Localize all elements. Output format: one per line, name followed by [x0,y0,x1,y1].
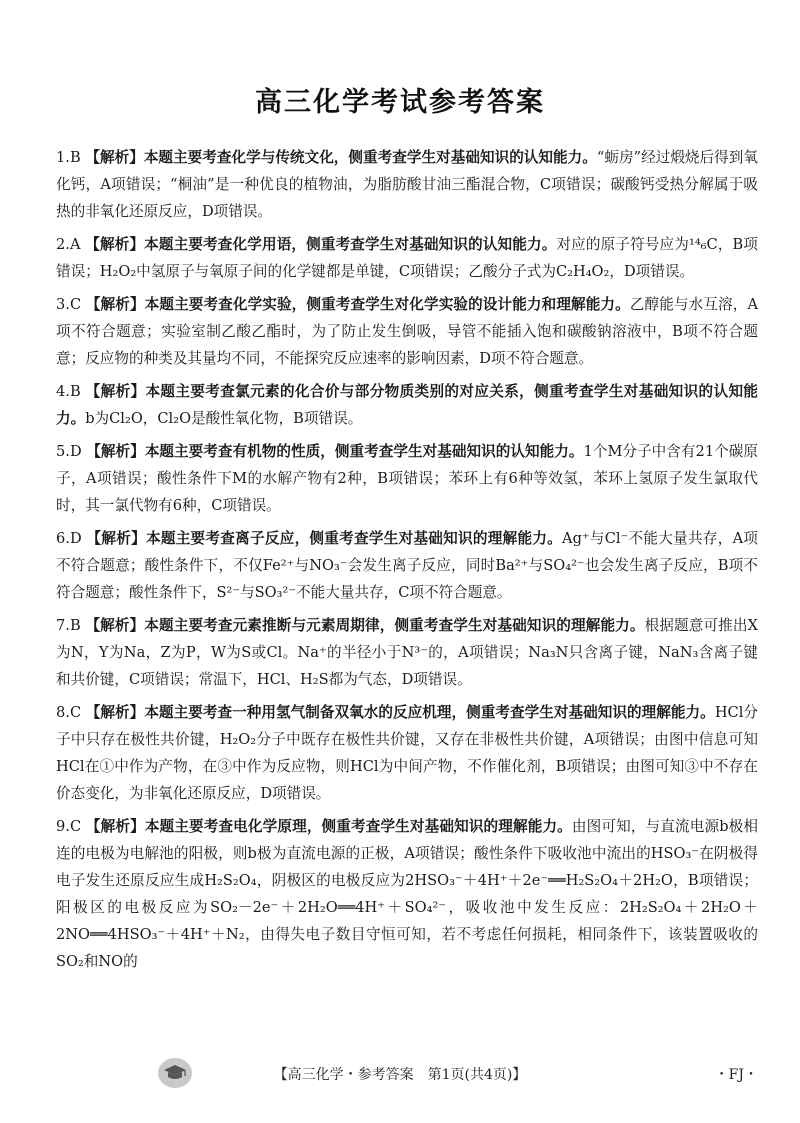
item-answer: B [69,617,81,634]
answer-item [56,525,758,606]
item-analysis-tag: 【解析】 [86,530,146,547]
item-summary: 本题主要考查电化学原理，侧重考查学生对基础知识的理解能力。 [144,818,572,835]
item-answer: B [69,383,81,400]
item-summary: 本题主要考查元素推断与元素周期律，侧重考查学生对基础知识的理解能力。 [144,617,645,634]
item-summary: 本题主要考查化学实验，侧重考查学生对化学实验的设计能力和理解能力。 [144,296,630,313]
item-number: 3. [56,296,70,313]
item-analysis-tag: 【解析】 [85,236,145,253]
item-explanation: 根据题意可推出X为N，Y为Na，Z为P，W为S或Cl。Na⁺的半径小于N³⁻的，A项错误；Na₃N只含离子键，NaN₃含离子键和共价键，C项错误；常温下，HCl、H₂S都为气态，D项错误。 [56,617,758,688]
item-answer: C [69,704,82,721]
item-answer: A [69,236,81,253]
item-summary: 本题主要考查有机物的性质，侧重考查学生对基础知识的认知能力。 [144,443,584,460]
answer-item [56,231,758,285]
item-analysis-tag: 【解析】 [86,443,145,460]
item-answer: B [69,149,81,166]
item-summary: 本题主要考查化学用语，侧重考查学生对基础知识的认知能力。 [144,236,557,253]
item-summary: 本题主要考查氯元素的化合价与部分物质类别的对应关系，侧重考查学生对基础知识的认知能力。 [56,383,758,427]
item-summary: 本题主要考查化学与传统文化，侧重考查学生对基础知识的认知能力。 [143,149,597,166]
item-number: 7. [56,617,70,634]
item-analysis-tag: 【解析】 [85,149,144,166]
item-number: 5. [56,443,70,460]
item-explanation: Ag⁺与Cl⁻不能大量共存，A项不符合题意；酸性条件下，不仅Fe²⁺与NO₃⁻会发生离子反应，同时Ba²⁺与SO₄²⁻也会发生离子反应，B项不符合题意；酸性条件下，S²⁻与SO₃²⁻不能大量共存，C项不符合题意。 [56,530,758,601]
answer-item [56,144,758,225]
item-number: 6. [56,530,70,547]
item-analysis-tag: 【解析】 [85,818,145,835]
item-summary: 本题主要考查一种用氢气制备双氧水的反应机理，侧重考查学生对基础知识的理解能力。 [144,704,715,721]
item-explanation: 1个M分子中含有21个碳原子，A项错误；酸性条件下M的水解产物有2种，B项错误；苯环上有6种等效氢，苯环上氢原子发生氯取代时，其一氯代物有6种，C项错误。 [56,443,758,514]
item-answer: C [69,296,82,313]
item-analysis-tag: 【解析】 [85,296,145,313]
footer-page-info: 【高三化学・参考答案 第1页(共4页)】 [273,1067,527,1083]
item-explanation: HCl分子中只存在极性共价键，H₂O₂分子中既存在极性共价键，又存在非极性共价键，A项错误；由图中信息可知HCl在①中作为产物，在③中作为反应物，则HCl为中间产物，不作催化剂，B项错误；由图可知③中不存在价态变化，为非氧化还原反应，D项错误。 [56,704,759,802]
item-number: 1. [56,149,70,166]
answer-item [56,699,758,807]
answer-item [56,378,758,432]
page-title: 高三化学考试参考答案 [255,87,545,118]
item-number: 2. [56,236,70,253]
item-number: 9. [56,818,70,835]
item-explanation: 由图可知，与直流电源b极相连的电极为电解池的阳极，则b极为直流电源的正极，A项错误；酸性条件下吸收池中流出的HSO₃⁻在阴极得电子发生还原反应生成H₂S₂O₄，阴极区的电极反应为2HSO₃⁻＋4H⁺＋2e⁻══H₂S₂O₄＋2H₂O，B项错误；阳极区的电极反应为SO₂－2e⁻＋2H₂O══4H⁺＋SO₄²⁻，吸收池中发生反应：2H₂S₂O₄＋2H₂O＋2NO══4HSO₃⁻＋4H⁺＋N₂，由得失电子数目守恒可知，若不考虑任何损耗，相同条件下，该装置吸收的SO₂和NO的 [56,818,758,970]
item-analysis-tag: 【解析】 [85,617,145,634]
item-explanation: 对应的原子符号应为¹⁴₆C，B项错误；H₂O₂中氢原子与氧原子间的化学键都是单键，C项错误；乙酸分子式为C₂H₄O₂，D项错误。 [56,236,758,280]
answer-item [56,438,758,519]
answer-list [56,144,758,981]
item-summary: 本题主要考查离子反应，侧重考查学生对基础知识的理解能力。 [145,530,563,547]
page-footer [0,1058,800,1098]
item-answer: C [69,818,82,835]
item-explanation: 乙醇能与水互溶，A项不符合题意；实验室制乙酸乙酯时，为了防止发生倒吸，导管不能插入饱和碳酸钠溶液中，B项不符合题意；反应物的种类及其量均不同，不能探究反应速率的影响因素，D项不符合题意。 [56,296,758,367]
item-explanation: b为Cl₂O，Cl₂O是酸性氧化物，B项错误。 [85,410,363,427]
item-number: 4. [56,383,70,400]
item-number: 8. [56,704,70,721]
item-answer: D [69,530,82,547]
answer-item [56,813,758,975]
item-answer: D [69,443,82,460]
item-explanation: “蛎房”经过煅烧后得到氧化钙，A项错误；“桐油”是一种优良的植物油，为脂肪酸甘油三酯混合物，C项错误；碳酸钙受热分解属于吸热的非氧化还原反应，D项错误。 [56,149,758,220]
answer-item [56,291,758,372]
footer-region-code: ・FJ・ [714,1067,758,1083]
item-analysis-tag: 【解析】 [85,704,145,721]
answer-item [56,612,758,693]
item-analysis-tag: 【解析】 [85,383,146,400]
